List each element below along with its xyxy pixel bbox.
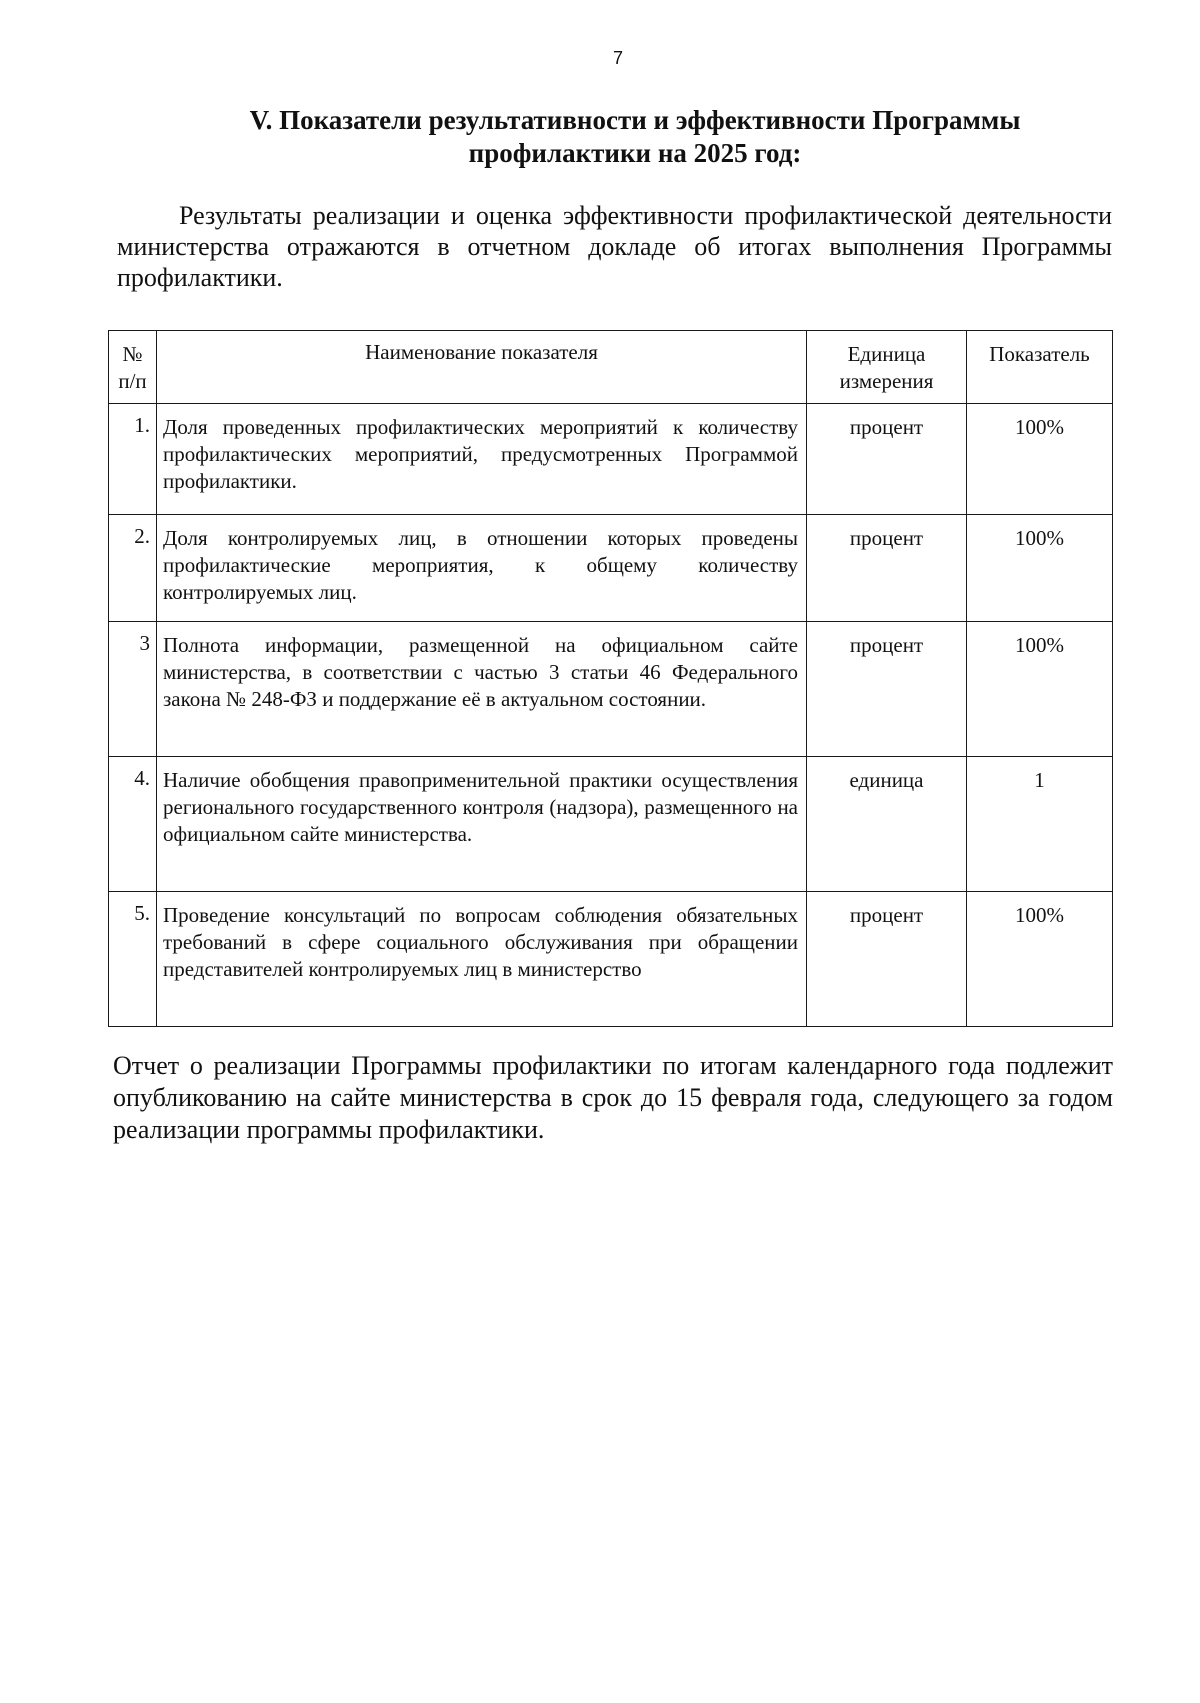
- row-indicator-name: Наличие обобщения правоприменительной практики осуществления регионального государственного контроля (надзора), размещенного на официальном сайте министерства.: [157, 757, 807, 892]
- header-name: Наименование показателя: [157, 331, 807, 404]
- table-row: [109, 757, 1113, 892]
- row-indicator-name: Проведение консультаций по вопросам соблюдения обязательных требований в сфере социального обслуживания при обращении представителей контролируемых лиц в министерство: [157, 892, 807, 1027]
- row-unit: процент: [807, 892, 967, 1027]
- closing-paragraph: Отчет о реализации Программы профилактики по итогам календарного года подлежит опубликованию на сайте министерства в срок до 15 февраля года, следующего за годом реализации программы профилактики.: [113, 1051, 1113, 1144]
- indicators-table: [108, 330, 1113, 1027]
- row-unit: процент: [807, 515, 967, 622]
- header-unit: Единица измерения: [807, 331, 967, 404]
- row-unit: процент: [807, 404, 967, 515]
- table-row: [109, 622, 1113, 757]
- row-number: 3: [109, 622, 157, 757]
- table-header-row: [109, 331, 1113, 404]
- section-heading: V. Показатели результативности и эффективности Программы профилактики на 2025 год:: [249, 105, 1021, 168]
- row-number: 5.: [109, 892, 157, 1027]
- row-unit: процент: [807, 622, 967, 757]
- row-value: 100%: [967, 404, 1113, 515]
- row-unit: единица: [807, 757, 967, 892]
- header-value: Показатель: [967, 331, 1113, 404]
- row-value: 1: [967, 757, 1113, 892]
- row-indicator-name: Полнота информации, размещенной на официальном сайте министерства, в соответствии с частью 3 статьи 46 Федерального закона № 248-ФЗ и поддержание её в актуальном состоянии.: [157, 622, 807, 757]
- row-number: 2.: [109, 515, 157, 622]
- row-value: 100%: [967, 892, 1113, 1027]
- header-number: № п/п: [109, 331, 157, 404]
- row-value: 100%: [967, 515, 1113, 622]
- intro-paragraph: Результаты реализации и оценка эффективности профилактической деятельности министерства отражаются в отчетном докладе об итогах выполнения Программы профилактики.: [117, 201, 1112, 292]
- table-row: [109, 404, 1113, 515]
- row-indicator-name: Доля проведенных профилактических мероприятий к количеству профилактических мероприятий, предусмотренных Программой профилактики.: [157, 404, 807, 515]
- row-number: 4.: [109, 757, 157, 892]
- row-value: 100%: [967, 622, 1113, 757]
- table-row: [109, 892, 1113, 1027]
- row-indicator-name: Доля контролируемых лиц, в отношении которых проведены профилактические мероприятия, к общему количеству контролируемых лиц.: [157, 515, 807, 622]
- table-row: [109, 515, 1113, 622]
- page-number: 7: [612, 48, 623, 68]
- row-number: 1.: [109, 404, 157, 515]
